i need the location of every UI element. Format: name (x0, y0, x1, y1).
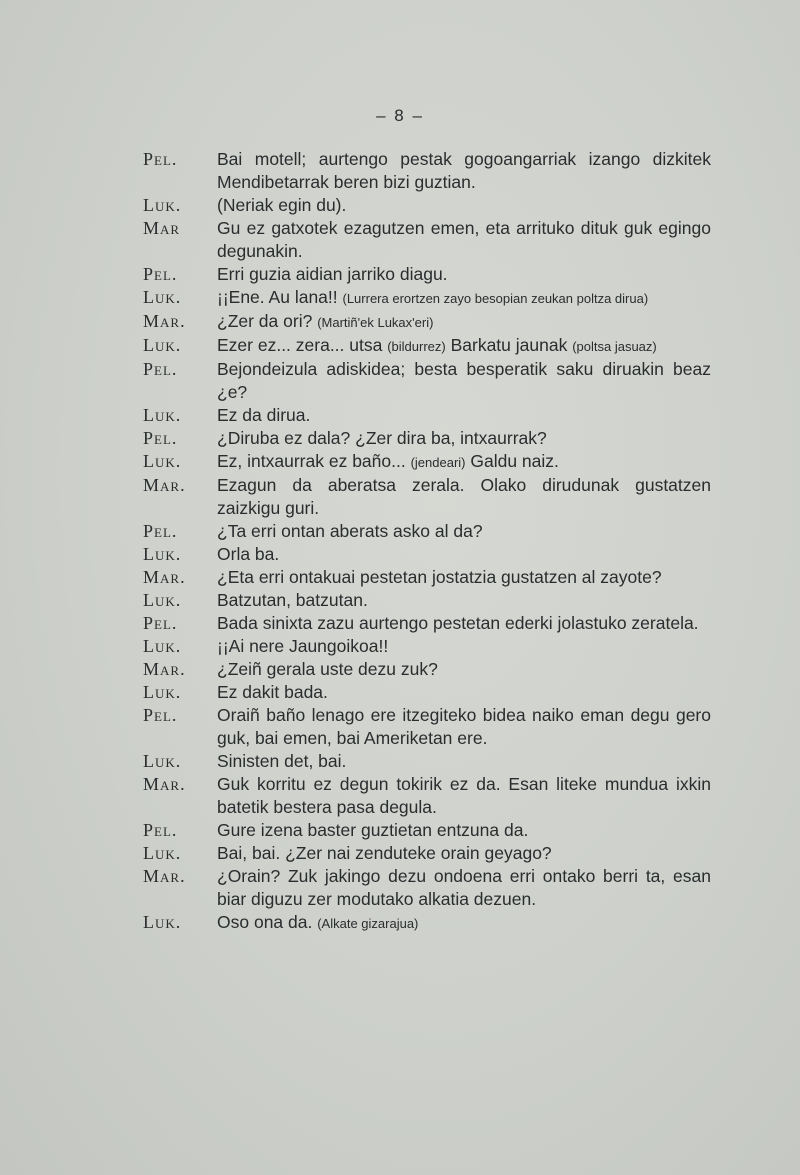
dialogue-entry (143, 842, 711, 865)
speech-text: ¡¡Ene. Au lana!! (217, 287, 343, 307)
dialogue-entry (143, 911, 711, 935)
speaker-name: Mar. (143, 475, 186, 495)
speech-text: ¿Orain? Zuk jakingo dezu ondoena erri ontako berri ta, esan biar diguzu zer modutako alkatia dezuen. (217, 866, 711, 909)
dialogue-line (217, 842, 711, 865)
stage-direction: (Martiñ'ek Lukax'eri) (317, 315, 434, 330)
dialogue-entry (143, 612, 711, 635)
stage-direction: (jendeari) (410, 455, 466, 470)
dialogue-line (217, 566, 711, 589)
dialogue-line (217, 334, 711, 358)
dialogue-line (217, 263, 711, 286)
dialogue-entry (143, 773, 711, 819)
dialogue-entry (143, 635, 711, 658)
dialogue-entry (143, 334, 711, 358)
dialogue-line (217, 404, 711, 427)
speaker-name: Pel. (143, 264, 178, 284)
speech-text: ¿Zeiñ gerala uste dezu zuk? (217, 659, 438, 679)
speaker-name: Mar. (143, 774, 186, 794)
dialogue-entry (143, 194, 711, 217)
speech-text: Bejondeizula adiskidea; besta besperatik saku diruakin beaz ¿e? (217, 359, 711, 402)
speech-text: ¿Diruba ez dala? ¿Zer dira ba, intxaurrak? (217, 428, 547, 448)
speech-text: Barkatu jaunak (445, 335, 573, 355)
dialogue-line (217, 358, 711, 404)
dialogue-entry (143, 704, 711, 750)
dialogue-line (217, 286, 711, 310)
speech-text: Bai motell; aurtengo pestak gogoangarriak izango dizkitek Mendibetarrak beren bizi guztian. (217, 149, 711, 192)
dialogue-entry (143, 566, 711, 589)
speech-text: Ezer ez... zera... utsa (217, 335, 388, 355)
speech-text: Erri guzia aidian jarriko diagu. (217, 264, 448, 284)
dialogue-entry (143, 520, 711, 543)
dialogue-line (217, 612, 711, 635)
speaker-name: Luk. (143, 195, 182, 215)
speech-text: (Neriak egin du). (217, 195, 347, 215)
dialogue-line (217, 427, 711, 450)
speech-text: ¡¡Ai nere Jaungoikoa!! (217, 636, 389, 656)
speech-text: Batzutan, batzutan. (217, 590, 368, 610)
dialogue-entry (143, 286, 711, 310)
speaker-name: Pel. (143, 820, 178, 840)
dialogue-entry (143, 543, 711, 566)
speech-text: ¿Zer da ori? (217, 311, 318, 331)
dialogue-line (217, 658, 711, 681)
speaker-name: Pel. (143, 705, 178, 725)
dialogue-entry (143, 148, 711, 194)
speech-text: Orla ba. (217, 544, 280, 564)
dialogue-line (217, 635, 711, 658)
dialogue-line (217, 819, 711, 842)
speaker-name: Luk. (143, 590, 182, 610)
speech-text: Ezagun da aberatsa zerala. Olako dirudunak gustatzen zaizkigu guri. (217, 475, 711, 518)
speech-text: Galdu naiz. (465, 451, 559, 471)
speech-text: Ez da dirua. (217, 405, 311, 425)
dialogue-entry (143, 865, 711, 911)
speaker-name: Pel. (143, 613, 178, 633)
dialogue-line (217, 520, 711, 543)
speaker-name: Mar. (143, 567, 186, 587)
stage-direction: (poltsa jasuaz) (572, 339, 657, 354)
dialogue-entry (143, 681, 711, 704)
dialogue-entry (143, 474, 711, 520)
speaker-name: Pel. (143, 521, 178, 541)
speaker-name: Mar. (143, 659, 186, 679)
speaker-name: Mar (143, 218, 181, 238)
dialogue-line (217, 681, 711, 704)
dialogue-entry (143, 358, 711, 404)
stage-direction: (Alkate gizarajua) (317, 916, 419, 931)
page-number: – 8 – (376, 106, 424, 125)
speaker-name: Mar. (143, 311, 186, 331)
dialogue-entry (143, 263, 711, 286)
dialogue-entry (143, 589, 711, 612)
dialogue-line (217, 450, 711, 474)
stage-direction: (bildurrez) (387, 339, 446, 354)
stage-direction: (Lurrera erortzen zayo besopian zeukan poltza dirua) (342, 291, 649, 306)
speech-text: Gure izena baster guztietan entzuna da. (217, 820, 529, 840)
dialogue-line (217, 773, 711, 819)
speech-text: ¿Ta erri ontan aberats asko al da? (217, 521, 483, 541)
speaker-name: Luk. (143, 287, 182, 307)
dialogue-line (217, 589, 711, 612)
speaker-name: Luk. (143, 682, 182, 702)
dialogue-entry (143, 217, 711, 263)
speaker-name: Luk. (143, 751, 182, 771)
dialogue-entry (143, 450, 711, 474)
speech-text: Ez, intxaurrak ez baño... (217, 451, 411, 471)
dialogue-entry (143, 427, 711, 450)
dialogue-line (217, 217, 711, 263)
dialogue-line (217, 911, 711, 935)
speaker-name: Pel. (143, 428, 178, 448)
dialogue-line (217, 148, 711, 194)
speaker-name: Luk. (143, 636, 182, 656)
speaker-name: Luk. (143, 335, 182, 355)
dialogue-entry (143, 819, 711, 842)
speech-text: Bai, bai. ¿Zer nai zenduteke orain geyago? (217, 843, 552, 863)
speaker-name: Pel. (143, 149, 178, 169)
speech-text: Gu ez gatxotek ezagutzen emen, eta arrituko dituk guk egingo degunakin. (217, 218, 711, 261)
dialogue-entry (143, 750, 711, 773)
dialogue-line (217, 310, 711, 334)
speech-text: ¿Eta erri ontakuai pestetan jostatzia gustatzen al zayote? (217, 567, 662, 587)
dialogue-line (217, 543, 711, 566)
speech-text: Ez dakit bada. (217, 682, 328, 702)
speaker-name: Luk. (143, 451, 182, 471)
dialogue-entry (143, 658, 711, 681)
dialogue-entry (143, 310, 711, 334)
speaker-name: Luk. (143, 544, 182, 564)
dialogue-line (217, 704, 711, 750)
dialogue-line (217, 474, 711, 520)
dialogue-entry (143, 404, 711, 427)
speech-text: Oraiñ baño lenago ere itzegiteko bidea naiko eman degu gero guk, bai emen, bai Ameriketan ere. (217, 705, 711, 748)
speech-text: Oso ona da. (217, 912, 318, 932)
speaker-name: Luk. (143, 912, 182, 932)
dialogue-line (217, 865, 711, 911)
speaker-name: Mar. (143, 866, 186, 886)
speaker-name: Luk. (143, 843, 182, 863)
speech-text: Sinisten det, bai. (217, 751, 347, 771)
dialogue-line (217, 194, 711, 217)
speech-text: Guk korritu ez degun tokirik ez da. Esan liteke mundua ixkin batetik bestera pasa degula. (217, 774, 711, 817)
dialogue-text (143, 148, 711, 935)
speaker-name: Luk. (143, 405, 182, 425)
speech-text: Bada sinixta zazu aurtengo pestetan ederki jolastuko zeratela. (217, 613, 699, 633)
speaker-name: Pel. (143, 359, 178, 379)
dialogue-line (217, 750, 711, 773)
